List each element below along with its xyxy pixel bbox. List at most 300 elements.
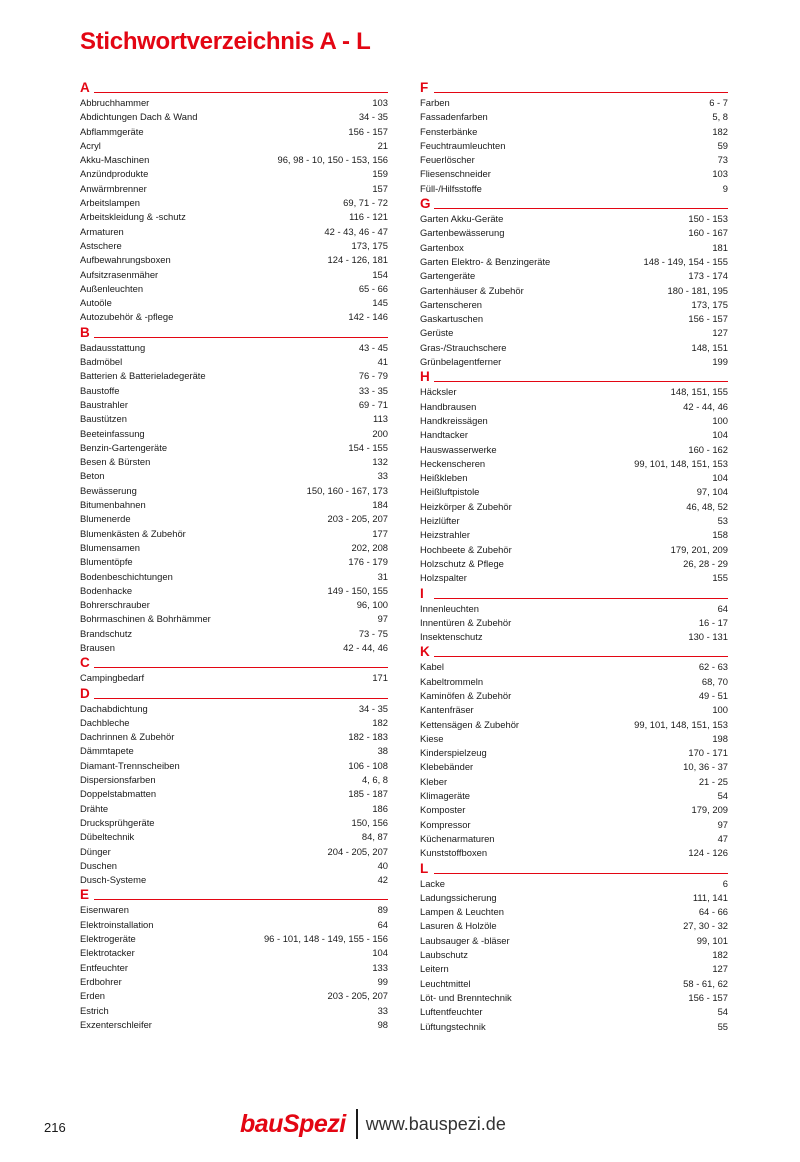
index-entry [80,716,388,730]
entry-pages: 53 [717,515,728,527]
index-entry [80,641,388,655]
entry-pages: 171 [372,672,388,684]
brand-logo: bauSpezi [240,1109,346,1138]
index-entry [80,932,388,946]
entry-term: Dünger [80,845,111,857]
index-entry [420,500,728,514]
entry-term: Dachrinnen & Zubehör [80,731,175,743]
section-letter-header [420,861,728,877]
entry-term: Hauswasserwerke [420,443,497,455]
entry-pages: 73 [717,154,728,166]
index-entry [80,527,388,541]
entry-pages: 182 [712,949,728,961]
entry-pages: 199 [712,356,728,368]
entry-term: Lacke [420,877,446,889]
entry-pages: 173, 175 [351,239,388,251]
footer-logo [240,1108,506,1140]
index-entry [80,441,388,455]
index-entry [80,1018,388,1032]
index-entry [420,471,728,485]
index-entry [80,773,388,787]
index-entry [80,570,388,584]
index-entry [420,557,728,571]
entry-pages: 64 [717,602,728,614]
index-section-k [420,644,728,860]
entry-pages: 177 [372,527,388,539]
index-entry [80,512,388,526]
section-letter: K [420,644,430,660]
entry-pages: 64 - 66 [698,906,728,918]
index-entry [420,528,728,542]
index-entry [420,571,728,585]
entry-pages: 99, 101 [696,934,728,946]
index-entry [80,730,388,744]
index-column-right [420,80,728,1034]
entry-pages: 84, 87 [361,831,388,843]
index-entry [420,602,728,616]
entry-term: Brandschutz [80,627,133,639]
entry-term: Baustrahler [80,398,128,410]
entry-pages: 58 - 61, 62 [683,977,728,989]
entry-pages: 113 [373,413,388,425]
index-entry [80,398,388,412]
index-entry [420,934,728,948]
index-entry [420,832,728,846]
entry-term: Heißluftpistole [420,486,480,498]
index-entry [80,946,388,960]
entry-pages: 99 [377,975,388,987]
entry-term: Küchenarmaturen [420,832,495,844]
entry-term: Baustoffe [80,384,120,396]
entry-pages: 42 - 44, 46 [683,400,728,412]
section-rule [434,92,728,93]
index-entry [80,296,388,310]
index-entry [420,212,728,226]
section-letter: B [80,324,90,340]
entry-term: Insektenschutz [420,631,483,643]
entry-pages: 100 [712,414,728,426]
entry-pages: 156 - 157 [688,991,728,1003]
entry-pages: 98 [377,1018,388,1030]
index-entry [420,139,728,153]
entry-term: Klimageräte [420,790,471,802]
entry-pages: 179, 201, 209 [670,543,728,555]
entry-pages: 155 [712,572,728,584]
index-entry [420,689,728,703]
entry-pages: 170 - 171 [688,747,728,759]
entry-pages: 104 [712,429,728,441]
index-section-i [420,586,728,645]
entry-pages: 127 [712,327,728,339]
entry-term: Elektrotacker [80,947,135,959]
entry-term: Drähte [80,802,109,814]
entry-term: Heizstrahler [420,529,471,541]
index-section-c [80,655,388,685]
entry-pages: 97 [377,613,388,625]
entry-term: Bitumenbahnen [80,499,146,511]
entry-term: Kettensägen & Zubehör [420,718,520,730]
section-letter-header [420,196,728,212]
index-entry [80,341,388,355]
entry-pages: 130 - 131 [688,631,728,643]
index-entry [420,1020,728,1034]
entry-pages: 127 [712,963,728,975]
entry-pages: 186 [372,802,388,814]
entry-term: Elektroinstallation [80,918,154,930]
entry-term: Erdbohrer [80,975,122,987]
entry-term: Kabel [420,661,444,673]
entry-pages: 103 [372,97,388,108]
index-entry [420,385,728,399]
section-letter-header [420,80,728,96]
entry-term: Dispersionsfarben [80,774,156,786]
index-entry [420,803,728,817]
index-section-f [420,80,728,196]
entry-term: Abbruchhammer [80,97,150,108]
entry-pages: 154 [372,268,388,280]
entry-term: Duschen [80,859,118,871]
entry-term: Holzschutz & Pflege [420,557,504,569]
index-entry [80,873,388,887]
index-entry [80,282,388,296]
entry-term: Dachbleche [80,716,130,728]
index-entry [420,298,728,312]
section-rule [434,381,728,382]
entry-pages: 202, 208 [351,541,388,553]
index-entry [420,153,728,167]
index-entry [420,269,728,283]
entry-term: Laubschutz [420,949,468,961]
index-entry [80,612,388,626]
index-entry [80,167,388,181]
index-column-left [80,80,388,1032]
index-entry [80,961,388,975]
section-letter-header [80,80,388,96]
entry-pages: 34 - 35 [358,702,388,714]
entry-pages: 46, 48, 52 [686,500,728,512]
entry-pages: 145 [372,297,388,309]
section-rule [434,208,728,209]
entry-pages: 173, 175 [691,298,728,310]
entry-term: Garten Elektro- & Benzingeräte [420,255,551,267]
entry-term: Doppelstabmatten [80,788,157,800]
entry-term: Komposter [420,804,466,816]
entry-pages: 182 - 183 [348,731,388,743]
entry-term: Holzspalter [420,572,467,584]
entry-term: Feuchtraumleuchten [420,139,506,151]
entry-term: Feuerlöscher [420,154,475,166]
index-entry [80,225,388,239]
index-entry [80,975,388,989]
section-letter-header [80,325,388,341]
index-entry [80,918,388,932]
index-entry [80,210,388,224]
entry-term: Blumenerde [80,513,131,525]
entry-term: Lüftungstechnik [420,1020,486,1032]
entry-term: Baustützen [80,413,127,425]
entry-pages: 43 - 45 [358,341,388,353]
entry-pages: 64 [377,918,388,930]
entry-pages: 73 - 75 [358,627,388,639]
index-entry [80,744,388,758]
entry-pages: 173 - 174 [688,270,728,282]
entry-term: Bodenhacke [80,584,133,596]
entry-pages: 157 [372,182,388,194]
index-entry [80,153,388,167]
section-letter-header [420,369,728,385]
section-letter: H [420,369,430,385]
entry-pages: 96, 98 - 10, 150 - 153, 156 [277,154,388,166]
logo-divider [356,1109,358,1139]
index-section-h [420,369,728,585]
entry-term: Heizkörper & Zubehör [420,500,512,512]
entry-pages: 116 - 121 [349,211,388,223]
footer-url: www.bauspezi.de [365,1113,506,1134]
index-entry [80,859,388,873]
index-entry [420,414,728,428]
entry-term: Dachabdichtung [80,702,148,714]
entry-pages: 133 [372,961,388,973]
index-entry [420,846,728,860]
entry-term: Gartenbewässerung [420,227,505,239]
section-letter: A [80,80,90,95]
entry-pages: 97, 104 [696,486,728,498]
entry-pages: 181 [712,241,728,253]
entry-pages: 184 [372,499,388,511]
entry-pages: 154 - 155 [348,441,388,453]
entry-term: Badausstattung [80,341,146,353]
entry-pages: 104 [712,472,728,484]
entry-pages: 179, 209 [691,804,728,816]
section-letter-header [420,644,728,660]
page-title: Stichwortverzeichnis A - L [80,28,371,55]
index-entry [80,196,388,210]
index-entry [420,675,728,689]
entry-term: Laubsauger & -bläser [420,934,510,946]
entry-pages: 124 - 126 [688,847,728,859]
entry-pages: 203 - 205, 207 [327,513,388,525]
index-entry [80,239,388,253]
index-entry [80,369,388,383]
entry-pages: 160 - 162 [688,443,728,455]
entry-term: Anwärmbrenner [80,182,147,194]
index-entry [80,110,388,124]
entry-term: Brausen [80,641,115,653]
entry-pages: 69, 71 - 72 [343,197,388,209]
index-entry [80,759,388,773]
entry-pages: 182 [372,716,388,728]
entry-term: Armaturen [80,225,124,237]
entry-term: Exzenterschleifer [80,1018,152,1030]
entry-term: Kaminöfen & Zubehör [420,689,512,701]
entry-term: Heißkleben [420,472,468,484]
entry-pages: 54 [717,790,728,802]
index-entry [80,584,388,598]
section-letter: G [420,196,431,212]
entry-pages: 5, 8 [712,111,728,123]
entry-term: Anzündprodukte [80,168,149,180]
entry-term: Batterien & Batterieladegeräte [80,370,206,382]
entry-pages: 27, 30 - 32 [683,920,728,932]
index-entry [80,702,388,716]
index-entry [420,919,728,933]
index-entry [80,802,388,816]
entry-term: Innentüren & Zubehör [420,616,512,628]
section-rule [94,698,388,699]
entry-pages: 65 - 66 [358,282,388,294]
section-letter: I [420,585,424,601]
index-entry [420,760,728,774]
entry-pages: 4, 6, 8 [361,774,388,786]
entry-pages: 47 [717,832,728,844]
index-entry [80,427,388,441]
entry-term: Beeteinfassung [80,427,145,439]
section-rule [94,667,388,668]
entry-pages: 42 [377,874,388,886]
entry-pages: 89 [377,904,388,916]
entry-pages: 59 [717,139,728,151]
entry-pages: 41 [377,356,388,368]
index-entry [420,789,728,803]
entry-term: Ladungssicherung [420,891,497,903]
entry-term: Lampen & Leuchten [420,906,504,918]
entry-term: Löt- und Brenntechnik [420,991,512,1003]
index-entry [80,845,388,859]
index-entry [80,627,388,641]
entry-term: Dusch-Systeme [80,874,147,886]
index-entry [80,598,388,612]
entry-pages: 34 - 35 [358,111,388,123]
index-entry [420,977,728,991]
entry-term: Arbeitskleidung & -schutz [80,211,186,223]
entry-term: Heckenscheren [420,457,486,469]
entry-term: Elektrogeräte [80,933,136,945]
entry-pages: 156 - 157 [348,125,388,137]
entry-term: Blumentöpfe [80,556,133,568]
entry-term: Eisenwaren [80,904,129,916]
entry-term: Autoöle [80,297,112,309]
index-entry [420,718,728,732]
entry-term: Hochbeete & Zubehör [420,543,512,555]
index-entry [80,139,388,153]
index-entry [420,182,728,196]
section-letter-header [80,686,388,702]
index-entry [420,443,728,457]
entry-term: Badmöbel [80,356,123,368]
entry-pages: 106 - 108 [348,759,388,771]
entry-pages: 42 - 43, 46 - 47 [324,225,388,237]
index-entry [420,732,728,746]
entry-term: Abdichtungen Dach & Wand [80,111,198,123]
entry-term: Kinderspielzeug [420,747,487,759]
entry-pages: 180 - 181, 195 [667,284,728,296]
index-entry [80,903,388,917]
entry-term: Füll-/Hilfsstoffe [420,182,482,194]
entry-term: Estrich [80,1004,109,1016]
index-entry [420,226,728,240]
entry-term: Autozubehör & -pflege [80,311,174,323]
entry-term: Kantenfräser [420,704,474,716]
entry-term: Gaskartuschen [420,313,484,325]
index-section-b [80,325,388,656]
entry-pages: 150, 160 - 167, 173 [306,484,388,496]
index-entry [80,484,388,498]
entry-term: Abflammgeräte [80,125,144,137]
entry-pages: 150, 156 [351,816,388,828]
entry-pages: 10, 36 - 37 [683,761,728,773]
section-rule [434,598,728,599]
index-entry [420,948,728,962]
entry-term: Kunststoffboxen [420,847,488,859]
entry-pages: 132 [372,456,388,468]
entry-term: Gerüste [420,327,454,339]
entry-term: Bohrmaschinen & Bohrhämmer [80,613,211,625]
index-entry [80,816,388,830]
section-letter: D [80,685,90,701]
index-entry [420,110,728,124]
index-entry [420,125,728,139]
entry-term: Gartenscheren [420,298,483,310]
index-entry [420,96,728,110]
index-entry [420,485,728,499]
entry-term: Fensterbänke [420,125,478,137]
entry-pages: 54 [717,1006,728,1018]
entry-pages: 150 - 153 [688,213,728,225]
index-entry [80,989,388,1003]
entry-term: Arbeitslampen [80,197,140,209]
entry-term: Erden [80,990,106,1002]
entry-pages: 40 [377,859,388,871]
entry-pages: 62 - 63 [698,661,728,673]
entry-pages: 124 - 126, 181 [327,254,388,266]
index-entry [80,268,388,282]
section-rule [434,873,728,874]
entry-pages: 100 [712,704,728,716]
entry-term: Gartenbox [420,241,464,253]
entry-pages: 6 - 7 [709,97,728,108]
entry-pages: 76 - 79 [358,370,388,382]
index-entry [80,1004,388,1018]
section-rule [434,656,728,657]
entry-term: Acryl [80,139,101,151]
index-entry [420,400,728,414]
section-rule [94,92,388,93]
entry-term: Benzin-Gartengeräte [80,441,168,453]
index-entry [80,355,388,369]
entry-pages: 55 [717,1020,728,1032]
entry-pages: 200 [372,427,388,439]
section-letter: L [420,860,429,876]
index-entry [420,457,728,471]
index-entry [80,469,388,483]
entry-term: Handtacker [420,429,468,441]
entry-pages: 99, 101, 148, 151, 153 [634,457,728,469]
entry-term: Heizlüfter [420,515,460,527]
entry-term: Kleber [420,775,448,787]
entry-pages: 96 - 101, 148 - 149, 155 - 156 [263,933,388,945]
index-entry [420,428,728,442]
index-entry [420,341,728,355]
index-entry [80,253,388,267]
index-entry [80,310,388,324]
index-entry [80,125,388,139]
entry-term: Innenleuchten [420,602,479,614]
index-section-a [80,80,388,325]
entry-term: Drucksprühgeräte [80,816,155,828]
index-entry [420,616,728,630]
entry-pages: 148 - 149, 154 - 155 [643,255,728,267]
entry-term: Astschere [80,239,122,251]
